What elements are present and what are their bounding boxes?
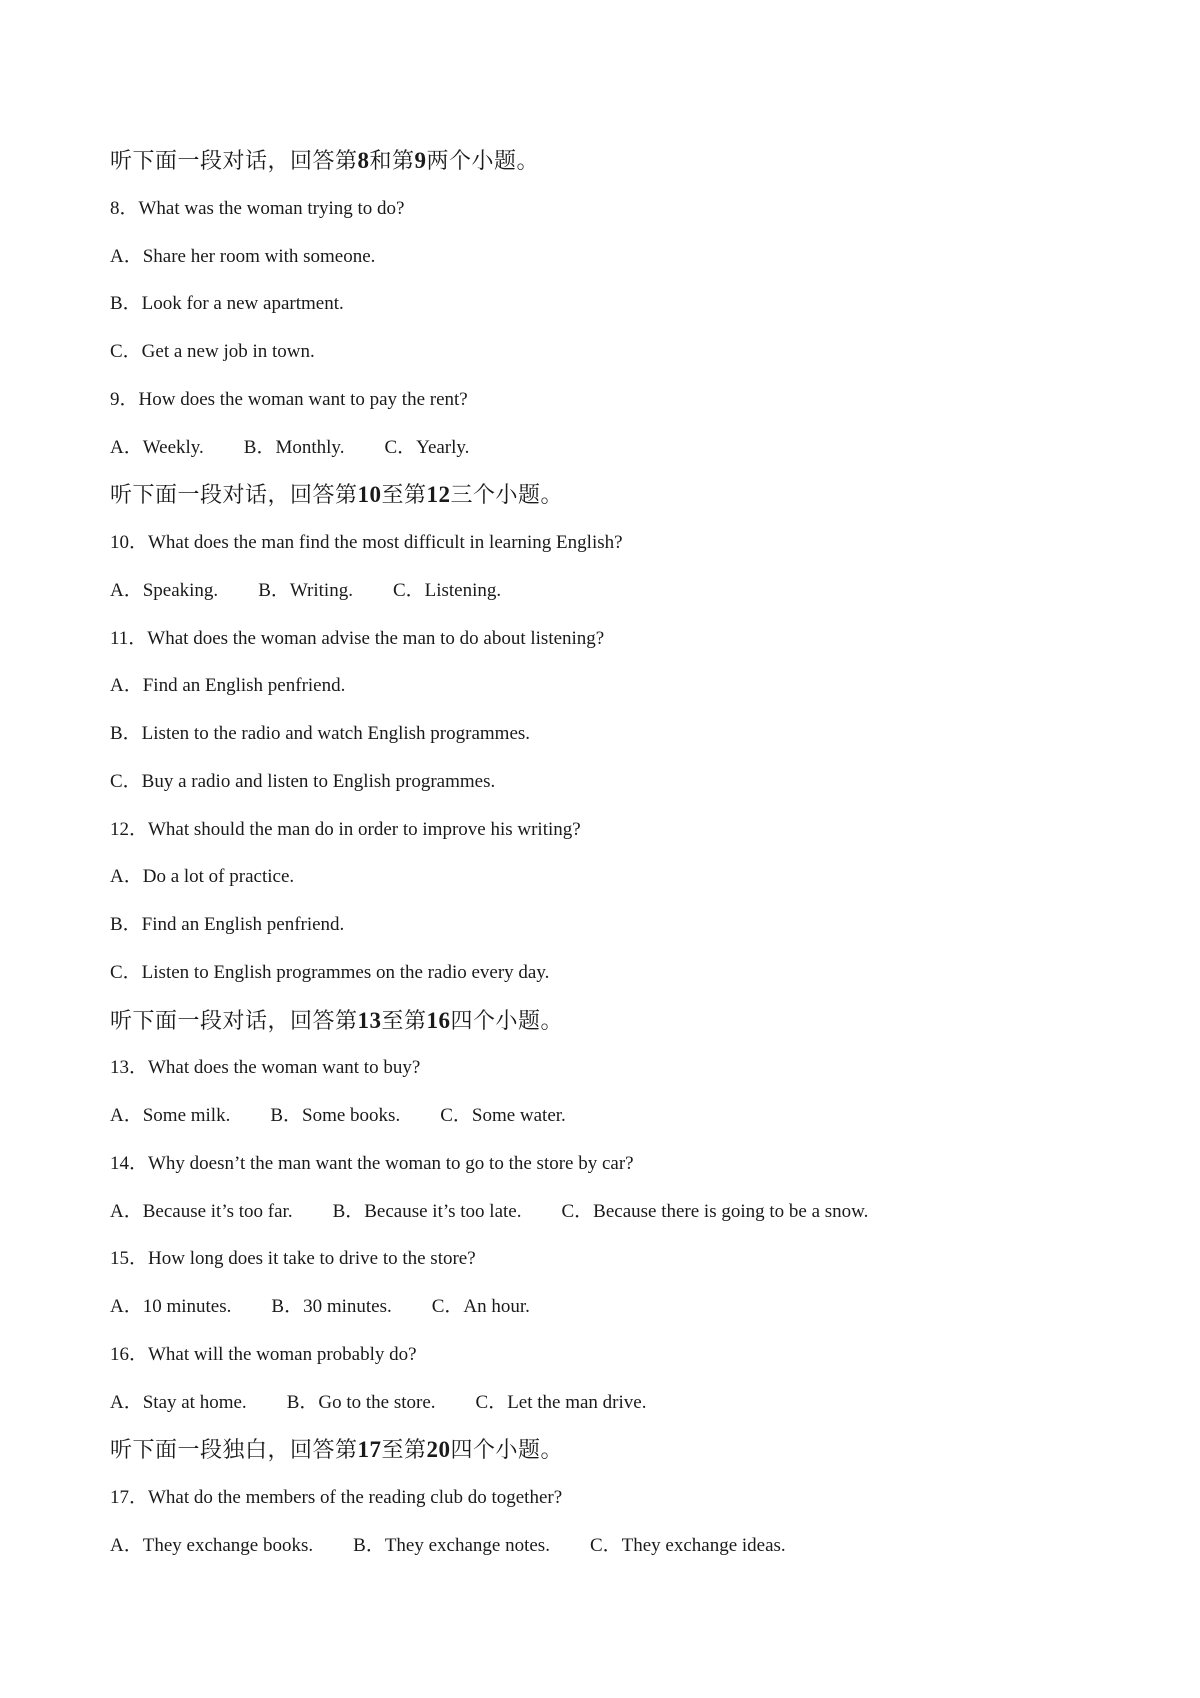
question-text: 9．How does the woman want to pay the rent? bbox=[110, 388, 468, 410]
heading-text: 两个小题。 bbox=[426, 149, 540, 174]
option: B．Look for a new apartment. bbox=[110, 293, 344, 315]
option: B．Because it’s too late. bbox=[332, 1200, 522, 1222]
options-row bbox=[110, 1092, 1110, 1140]
question-number: 20 bbox=[426, 1437, 451, 1463]
option: C．Yearly. bbox=[384, 436, 470, 458]
heading-text: 听下面一段对话，回答第 bbox=[110, 483, 358, 509]
option: A．Stay at home. bbox=[110, 1391, 247, 1413]
option: A．Share her room with someone. bbox=[110, 245, 376, 267]
question-number: 17 bbox=[357, 1437, 382, 1463]
option: A．They exchange books. bbox=[110, 1534, 314, 1556]
option: A．Some milk. bbox=[110, 1105, 231, 1126]
question-number: 16 bbox=[426, 1007, 451, 1033]
option: C．Get a new job in town. bbox=[110, 341, 315, 362]
question-text: 15．How long does it take to drive to the store? bbox=[110, 1248, 476, 1270]
option: C．An hour. bbox=[431, 1296, 530, 1317]
option: B．Listen to the radio and watch English programmes. bbox=[110, 723, 531, 744]
option: B．Writing. bbox=[258, 579, 353, 601]
option: C．Let the man drive. bbox=[475, 1391, 647, 1413]
section-heading bbox=[110, 997, 1110, 1045]
options-row bbox=[110, 1283, 1110, 1331]
question-number: 10 bbox=[357, 482, 382, 508]
question-number: 12 bbox=[426, 482, 451, 508]
option: A．Find an English penfriend. bbox=[110, 675, 346, 697]
option: B．Go to the store. bbox=[286, 1391, 436, 1413]
question-text: 12．What should the man do in order to improve his writing? bbox=[110, 818, 581, 840]
question-text: 11．What does the woman advise the man to do about listening? bbox=[110, 627, 605, 649]
option: B．Monthly. bbox=[243, 436, 345, 458]
option: A．10 minutes. bbox=[110, 1296, 232, 1317]
heading-text: 和第 bbox=[369, 149, 415, 174]
question-number: 9 bbox=[414, 148, 427, 173]
heading-text: 四个小题。 bbox=[450, 1008, 564, 1034]
question-number: 13 bbox=[357, 1007, 382, 1033]
question-text: 8．What was the woman trying to do? bbox=[110, 197, 405, 219]
heading-text: 听下面一段对话，回答第 bbox=[110, 1008, 358, 1034]
heading-text: 至第 bbox=[381, 1438, 427, 1464]
question-text: 10．What does the man find the most difficult in learning English? bbox=[110, 532, 623, 553]
option: C．Because there is going to be a snow. bbox=[561, 1200, 869, 1222]
question-text: 13．What does the woman want to buy? bbox=[110, 1057, 421, 1079]
options-row bbox=[110, 1379, 1110, 1427]
exam-page bbox=[110, 137, 1110, 1570]
option: A．Do a lot of practice. bbox=[110, 866, 295, 888]
question-number: 8 bbox=[357, 148, 370, 173]
option: B．Find an English penfriend. bbox=[110, 914, 345, 935]
option: A．Because it’s too far. bbox=[110, 1200, 293, 1222]
options-row bbox=[110, 1522, 1110, 1570]
options-row bbox=[110, 424, 1110, 472]
section-heading bbox=[110, 471, 1110, 519]
question-text: 17．What do the members of the reading club do together? bbox=[110, 1487, 563, 1508]
option: C．Buy a radio and listen to English programmes. bbox=[110, 770, 496, 792]
section-heading bbox=[110, 1426, 1110, 1474]
heading-text: 至第 bbox=[381, 1008, 427, 1034]
option: C．Listen to English programmes on the radio every day. bbox=[110, 961, 550, 983]
options-row bbox=[110, 1188, 1110, 1236]
question-text: 16．What will the woman probably do? bbox=[110, 1343, 417, 1365]
option: B．Some books. bbox=[270, 1105, 401, 1126]
heading-text: 听下面一段独白，回答第 bbox=[110, 1438, 358, 1464]
option: C．Some water. bbox=[440, 1105, 566, 1126]
heading-text: 至第 bbox=[381, 483, 427, 509]
option: B．They exchange notes. bbox=[353, 1534, 550, 1556]
heading-text: 听下面一段对话，回答第 bbox=[110, 149, 358, 174]
options-row bbox=[110, 567, 1110, 615]
option: A．Weekly. bbox=[110, 436, 204, 458]
option: A．Speaking. bbox=[110, 579, 219, 601]
option: C．Listening. bbox=[392, 579, 502, 601]
option: C．They exchange ideas. bbox=[589, 1534, 786, 1556]
question-text: 14．Why doesn’t the man want the woman to go to the store by car? bbox=[110, 1152, 634, 1174]
section-heading bbox=[110, 137, 1110, 185]
option: B．30 minutes. bbox=[271, 1296, 392, 1317]
heading-text: 三个小题。 bbox=[450, 483, 564, 509]
heading-text: 四个小题。 bbox=[450, 1438, 564, 1464]
